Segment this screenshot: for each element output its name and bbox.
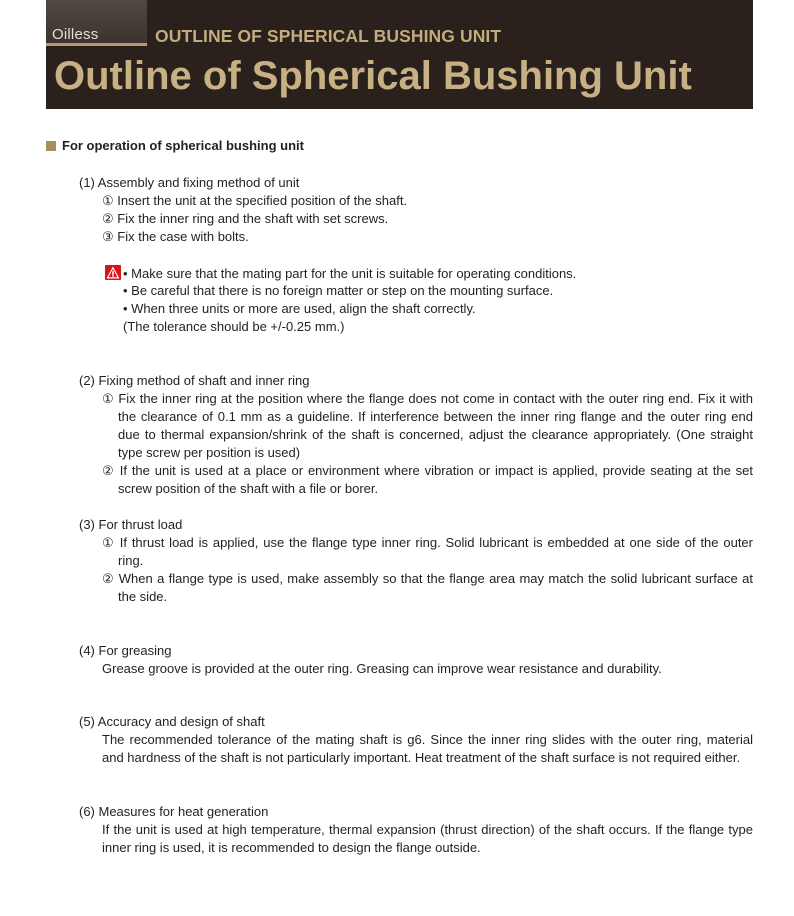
s3-item-2-line-2: the side. [118,589,168,604]
s1-warning-1: • Make sure that the mating part for the unit is suitable for operating conditions. [123,266,577,281]
brand-logo-text: Oilless [52,26,99,43]
s5-title: (5) Accuracy and design of shaft [79,714,265,729]
s4-title: (4) For greasing [79,643,172,658]
header-subtitle: OUTLINE OF SPHERICAL BUSHING UNIT [155,26,502,46]
s2-item-1-line-4: type screw per position is used) [118,445,301,460]
s2-item-2-line-1: ② If the unit is used at a place or environment where vibration or impact is applied, provide seating at the set [102,463,753,478]
s3-item-1-line-1: ① If thrust load is applied, use the flange type inner ring. Solid lubricant is embedded at one side of the outer [102,535,753,550]
s2-item-1-line-3: due to thermal expansion/shrink of the shaft is concerned, adjust the clearance appropriately. (One straight [118,427,753,442]
s6-line-2: inner ring is used, it is recommended to design the flange outside. [102,840,481,855]
s3-item-1-line-2: ring. [118,553,144,568]
s1-tolerance-note: (The tolerance should be +/-0.25 mm.) [123,319,345,334]
s2-item-1-line-1: ① Fix the inner ring at the position where the flange does not come in contact with the outer ring end. Fix it with [102,391,753,406]
square-bullet-icon [46,141,56,151]
s1-item-3: ③ Fix the case with bolts. [102,229,249,244]
s4-line-1: Grease groove is provided at the outer ring. Greasing can improve wear resistance and durability. [102,661,662,676]
s1-warning-3: • When three units or more are used, align the shaft correctly. [123,301,476,316]
s3-title: (3) For thrust load [79,517,183,532]
page-title: Outline of Spherical Bushing Unit [54,54,692,98]
logo-underline [46,43,147,46]
s2-item-1-line-2: the clearance of 0.1 mm as a guideline. If interference between the inner ring flange and the outer ring end [118,409,753,424]
s1-item-2: ② Fix the inner ring and the shaft with set screws. [102,211,389,226]
brand-logo [46,0,147,46]
page-header [46,0,753,109]
section-heading [46,138,304,153]
s3-item-2-line-1: ② When a flange type is used, make assembly so that the flange area may match the solid lubricant surface at [102,571,753,586]
s5-line-1: The recommended tolerance of the mating shaft is g6. Since the inner ring slides with the outer ring, material [102,732,753,747]
s1-item-1: ① Insert the unit at the specified position of the shaft. [102,193,408,208]
s5-line-2: and hardness of the shaft is not particularly important. Heat treatment of the shaft surface is not required either. [102,750,741,765]
s2-item-2-line-2: screw position of the shaft with a file or borer. [118,481,379,496]
s1-title: (1) Assembly and fixing method of unit [79,175,300,190]
warning-icon [105,265,121,280]
s6-title: (6) Measures for heat generation [79,804,269,819]
s6-line-1: If the unit is used at high temperature, thermal expansion (thrust direction) of the shaft occurs. If the flange type [102,822,753,837]
section-heading-text: For operation of spherical bushing unit [62,138,304,153]
s2-title: (2) Fixing method of shaft and inner ring [79,373,310,388]
s1-warning-2: • Be careful that there is no foreign matter or step on the mounting surface. [123,283,554,298]
